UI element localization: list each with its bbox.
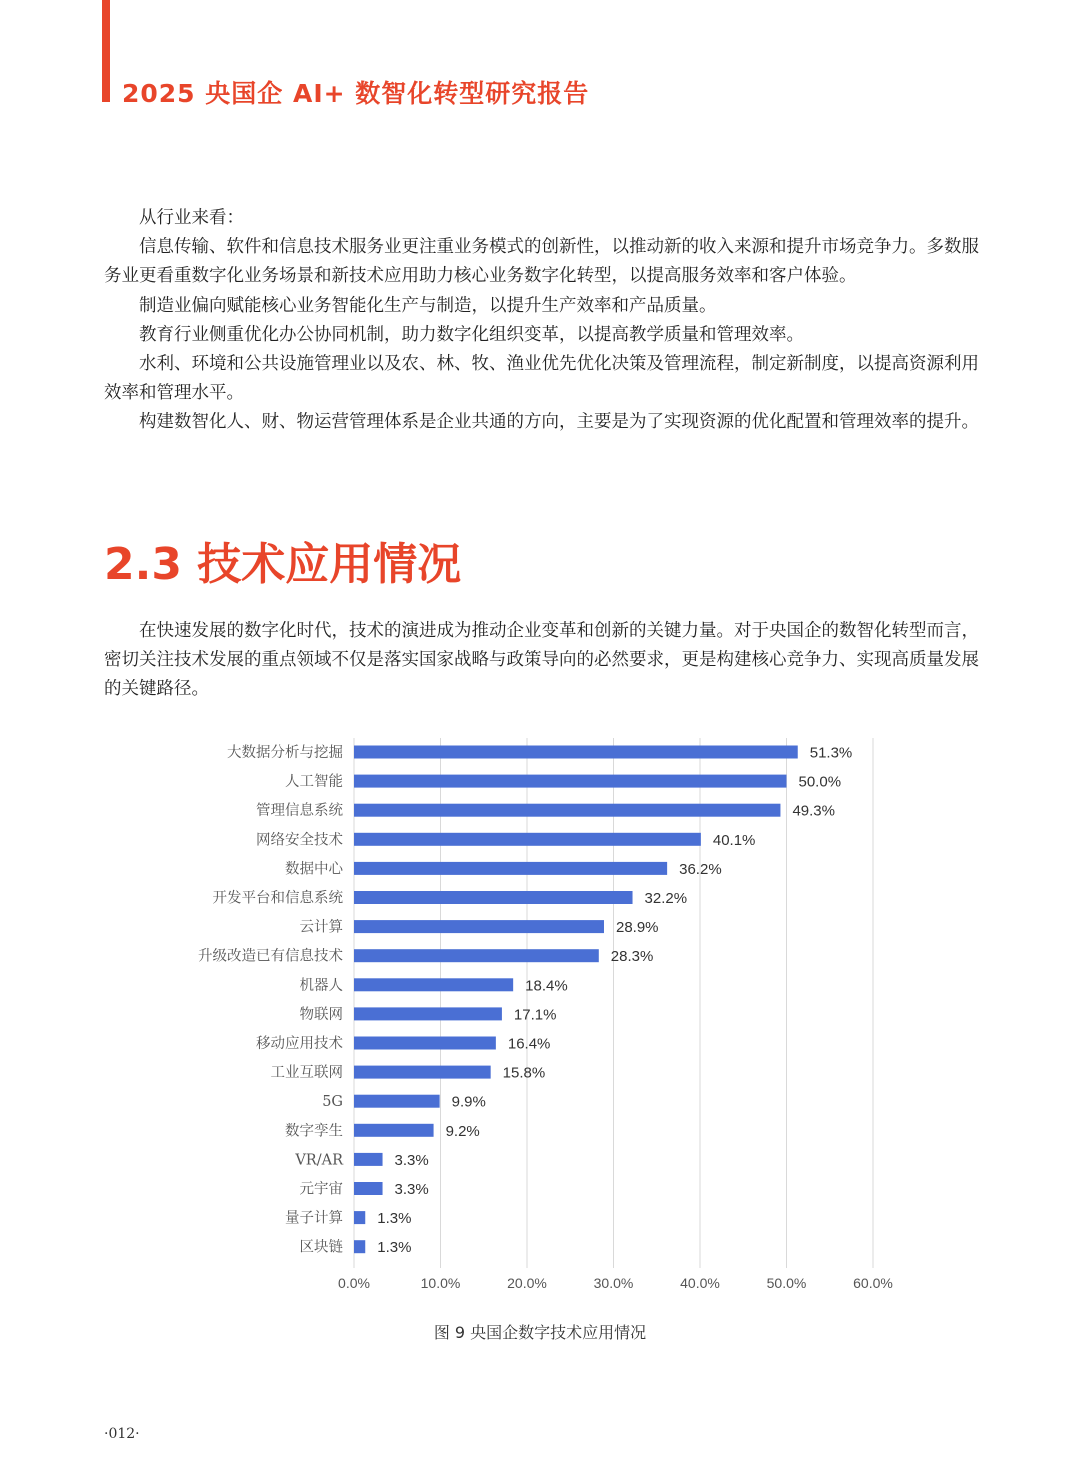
category-label: 5G — [322, 1094, 343, 1111]
section-text — [104, 617, 980, 705]
category-label: 工业互联网 — [270, 1065, 343, 1082]
data-label: 36.2% — [679, 860, 722, 878]
x-tick-label: 20.0% — [507, 1275, 547, 1291]
bar — [354, 1211, 365, 1224]
intro-paragraph: 水利、环境和公共设施管理业以及农、林、牧、渔业优先优化决策及管理流程，制定新制度，以提高资源利用效率和管理水平。 — [104, 354, 979, 404]
data-label: 9.9% — [451, 1093, 486, 1111]
bar — [354, 1095, 440, 1108]
bar — [354, 1153, 383, 1166]
category-label: 区块链 — [299, 1239, 343, 1256]
page-number: ·012· — [104, 1426, 140, 1442]
category-label: 移动应用技术 — [256, 1036, 343, 1052]
bar — [354, 1240, 365, 1253]
category-label: 物联网 — [299, 1006, 343, 1023]
bar — [354, 1007, 502, 1020]
category-label: 元宇宙 — [299, 1181, 343, 1198]
category-label: 大数据分析与挖掘 — [227, 745, 343, 761]
intro-paragraph: 教育行业侧重优化办公协同机制，助力数字化组织变革，以提高教学质量和管理效率。 — [139, 324, 804, 345]
bar — [354, 746, 798, 759]
data-label: 28.3% — [610, 948, 654, 966]
category-label: 数字孪生 — [285, 1123, 343, 1140]
data-label: 49.3% — [792, 802, 835, 820]
header-accent-bar — [102, 0, 110, 102]
data-label: 18.4% — [525, 977, 568, 995]
bar — [354, 862, 667, 875]
data-label: 1.3% — [377, 1239, 412, 1257]
data-label: 1.3% — [377, 1210, 412, 1228]
data-label: 3.3% — [394, 1181, 429, 1198]
x-tick-label: 50.0% — [766, 1275, 807, 1291]
category-label: 升级改造已有信息技术 — [198, 948, 343, 965]
report-header-title: 2025 央国企 AI+ 数智化转型研究报告 — [122, 79, 590, 108]
bar — [354, 804, 780, 817]
tech-application-bar-chart — [0, 730, 1080, 1310]
data-label: 3.3% — [394, 1151, 429, 1169]
category-label: 机器人 — [299, 977, 343, 994]
figure-caption: 图 9 央国企数字技术应用情况 — [433, 1323, 647, 1342]
bar — [354, 978, 513, 991]
data-label: 50.0% — [798, 773, 842, 791]
bar — [354, 1182, 383, 1195]
x-tick-label: 30.0% — [593, 1275, 634, 1291]
category-label: 人工智能 — [285, 774, 343, 791]
intro-paragraph: 制造业偏向赋能核心业务智能化生产与制造，以提升生产效率和产品质量。 — [139, 295, 717, 316]
category-label: 管理信息系统 — [256, 803, 343, 820]
bar — [354, 949, 599, 962]
data-label: 40.1% — [712, 831, 756, 849]
x-tick-label: 40.0% — [680, 1275, 720, 1291]
category-label: 网络安全技术 — [256, 832, 343, 849]
bar — [354, 833, 701, 846]
x-tick-label: 0.0% — [338, 1275, 370, 1291]
data-label: 17.1% — [513, 1006, 557, 1024]
intro-paragraph: 构建数智化人、财、物运营管理体系是企业共通的方向，主要是为了实现资源的优化配置和管理效率的提升。 — [139, 412, 979, 433]
data-label: 28.9% — [615, 919, 659, 937]
category-label: 开发平台和信息系统 — [212, 890, 343, 907]
category-label: 数据中心 — [285, 861, 343, 878]
data-label: 9.2% — [445, 1122, 480, 1140]
category-label: 量子计算 — [285, 1210, 343, 1227]
bar — [354, 1037, 496, 1050]
data-label: 51.3% — [809, 744, 853, 762]
bar — [354, 1066, 491, 1079]
x-tick-label: 60.0% — [853, 1275, 893, 1291]
section-heading: 2.3 技术应用情况 — [104, 539, 462, 590]
data-label: 32.2% — [644, 890, 688, 907]
bar — [354, 920, 604, 933]
x-tick-label: 10.0% — [420, 1275, 461, 1291]
bar — [354, 1124, 434, 1137]
section-paragraph: 在快速发展的数字化时代，技术的演进成为推动企业变革和创新的关键力量。对于央国企的数智化转型而言，密切关注技术发展的重点领域不仅是落实国家战略与政策导向的必然要求，更是构建核心竞争力、实现高质量发展的关键路径。 — [104, 621, 979, 700]
data-label: 16.4% — [507, 1035, 551, 1053]
data-label: 15.8% — [502, 1064, 546, 1082]
bar — [354, 775, 787, 788]
intro-paragraph: 从行业来看： — [139, 208, 244, 228]
bar — [354, 891, 633, 904]
intro-paragraph: 信息传输、软件和信息技术服务业更注重业务模式的创新性，以推动新的收入来源和提升市场竞争力。多数服务业更看重数字化业务场景和新技术应用助力核心业务数字化转型，以提高服务效率和客户体验。 — [104, 237, 979, 287]
intro-text — [104, 204, 980, 438]
category-label: 云计算 — [299, 919, 343, 936]
category-label: VR/AR — [295, 1152, 343, 1169]
